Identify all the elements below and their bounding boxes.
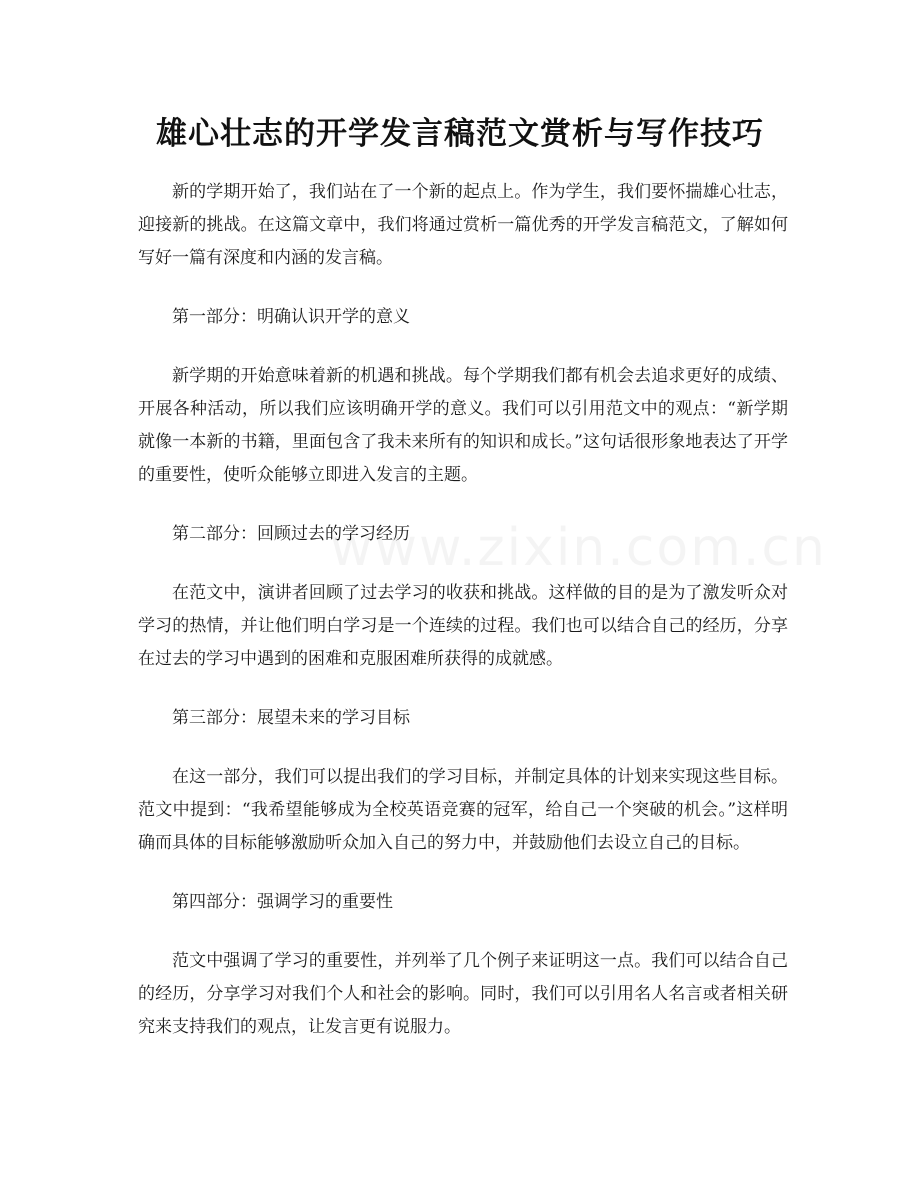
- document-title: 雄心壮志的开学发言稿范文赏析与写作技巧: [156, 116, 764, 152]
- intro-paragraph: 新的学期开始了，我们站在了一个新的起点上。作为学生，我们要怀揣雄心壮志，迎接新的挑战。在这篇文章中，我们将通过赏析一篇优秀的开学发言稿范文，了解如何写好一篇有深度和内涵的发言稿。: [138, 182, 788, 268]
- section-paragraph-3: 在这一部分，我们可以提出我们的学习目标，并制定具体的计划来实现这些目标。范文中提到：“我希望能够成为全校英语竞赛的冠军，给自己一个突破的机会。”这样明确而具体的目标能够激励听众加入自己的努力中，并鼓励他们去设立自己的目标。: [138, 767, 788, 853]
- section-heading-1: 第一部分：明确认识开学的意义: [172, 307, 410, 327]
- section-heading-4: 第四部分：强调学习的重要性: [172, 892, 393, 912]
- section-paragraph-2: 在范文中，演讲者回顾了过去学习的收获和挑战。这样做的目的是为了激发听众对学习的热情，并让他们明白学习是一个连续的过程。我们也可以结合自己的经历，分享在过去的学习中遇到的困难和克服困难所获得的成就感。: [138, 583, 788, 669]
- document-body: [138, 176, 788, 1070]
- section-heading-2: 第二部分：回顾过去的学习经历: [172, 524, 410, 544]
- section-paragraph-4: 范文中强调了学习的重要性，并列举了几个例子来证明这一点。我们可以结合自己的经历，分享学习对我们个人和社会的影响。同时，我们可以引用名人名言或者相关研究来支持我们的观点，让发言更有说服力。: [138, 951, 788, 1037]
- section-paragraph-1: 新学期的开始意味着新的机遇和挑战。每个学期我们都有机会去追求更好的成绩、开展各种活动，所以我们应该明确开学的意义。我们可以引用范文中的观点：“新学期就像一本新的书籍，里面包含了我未来所有的知识和成长。”这句话很形象地表达了开学的重要性，使听众能够立即进入发言的主题。: [138, 366, 788, 485]
- section-heading-3: 第三部分：展望未来的学习目标: [172, 708, 410, 728]
